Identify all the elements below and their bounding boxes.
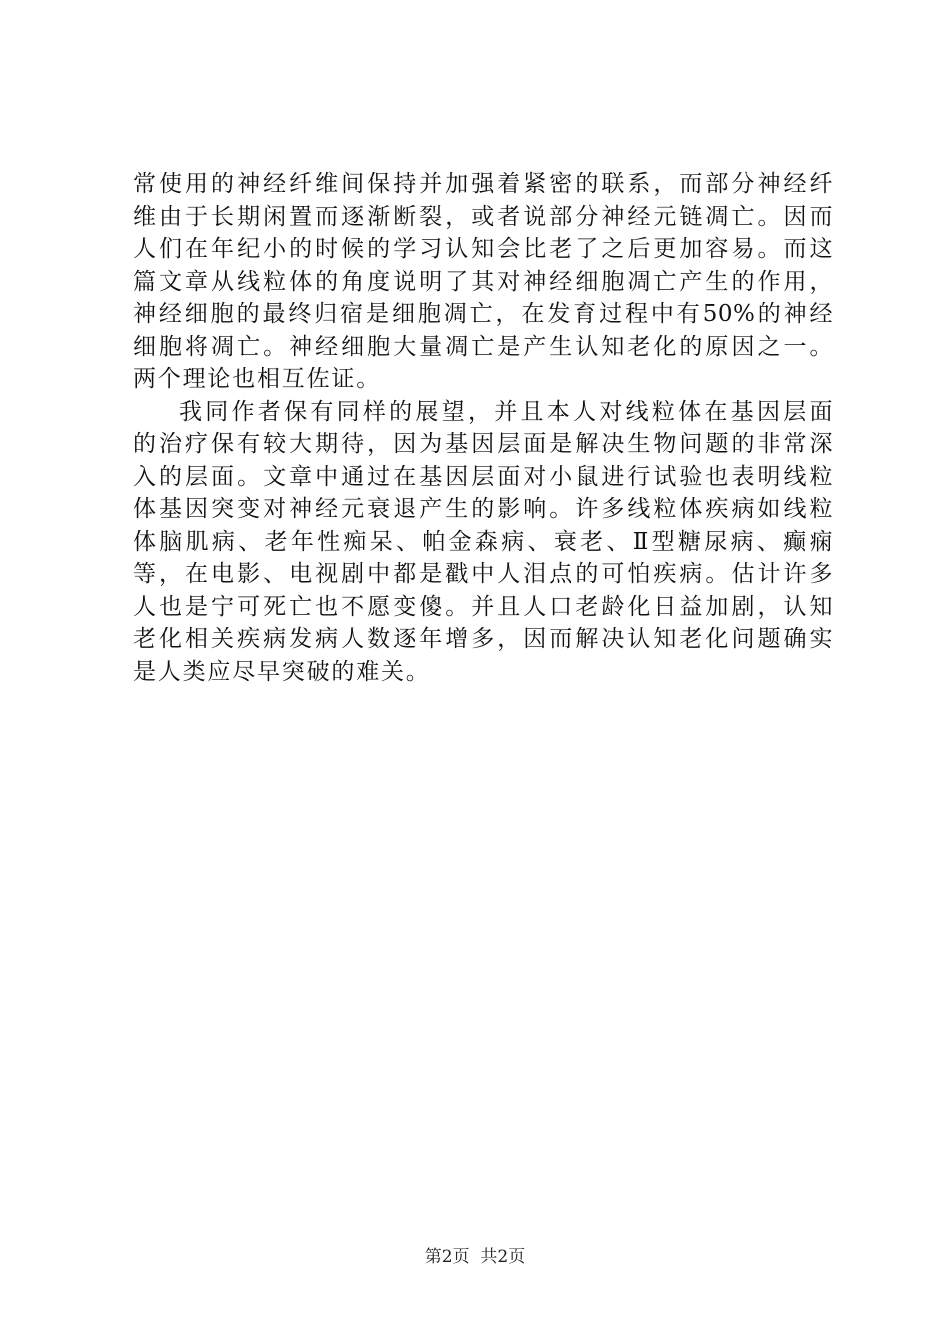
text-line: 体脑肌病、老年性痴呆、帕金森病、衰老、Ⅱ型糖尿病、癫痫 — [133, 528, 833, 555]
text-line: 入的层面。文章中通过在基因层面对小鼠进行试验也表明线粒 — [133, 463, 833, 490]
page-footer — [0, 1246, 950, 1268]
text-line: 人们在年纪小的时候的学习认知会比老了之后更加容易。而这 — [133, 236, 833, 262]
text-line: 等，在电影、电视剧中都是戳中人泪点的可怕疾病。估计许多 — [133, 561, 833, 587]
text-line: 我同作者保有同样的展望，并且本人对线粒体在基因层面 — [179, 398, 833, 425]
paragraph-2 — [133, 396, 833, 689]
text-line: 人也是宁可死亡也不愿变傻。并且人口老龄化日益加剧，认知 — [133, 593, 833, 620]
text-line: 篇文章从线粒体的角度说明了其对神经细胞凋亡产生的作用， — [133, 268, 833, 295]
text-line: 维由于长期闲置而逐渐断裂，或者说部分神经元链凋亡。因而 — [133, 203, 833, 230]
text-line: 神经细胞的最终归宿是细胞凋亡，在发育过程中有50%的神经 — [133, 301, 833, 327]
text-line: 常使用的神经纤维间保持并加强着紧密的联系，而部分神经纤 — [133, 171, 833, 197]
text-line: 是人类应尽早突破的难关。 — [133, 658, 431, 685]
paragraph-1 — [133, 168, 833, 396]
document-body — [133, 168, 833, 688]
text-line: 体基因突变对神经元衰退产生的影响。许多线粒体疾病如线粒 — [133, 496, 833, 522]
text-line: 老化相关疾病发病人数逐年增多，因而解决认知老化问题确实 — [133, 626, 833, 652]
text-line: 的治疗保有较大期待，因为基因层面是解决生物问题的非常深 — [133, 431, 833, 457]
page-number-label: 第2页 共2页 — [424, 1247, 526, 1267]
text-line: 两个理论也相互佐证。 — [133, 366, 381, 392]
text-line: 细胞将凋亡。神经细胞大量凋亡是产生认知老化的原因之一。 — [133, 333, 833, 360]
